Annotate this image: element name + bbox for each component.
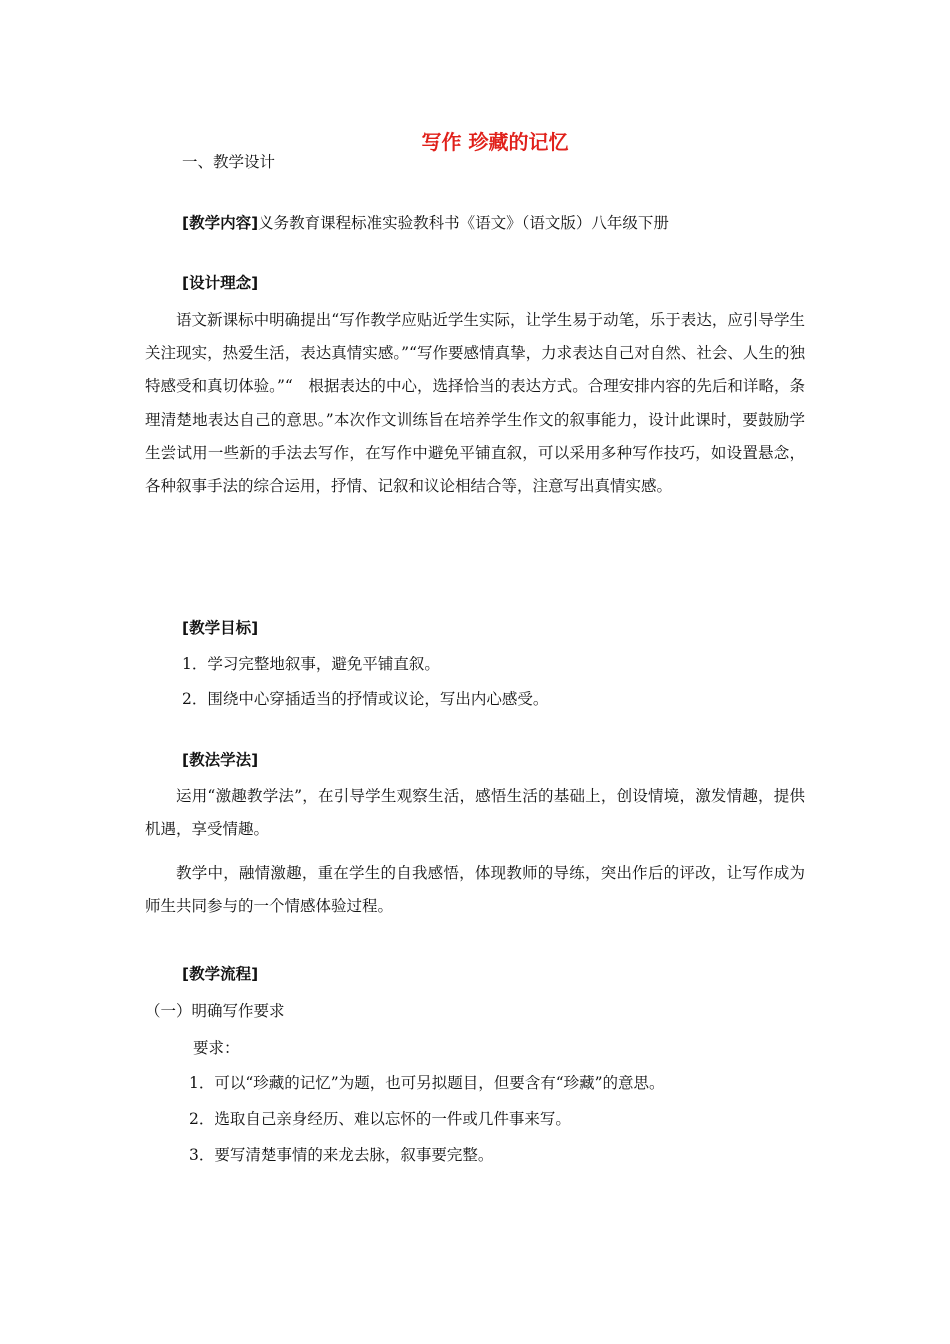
method-label: [教法学法]	[182, 751, 259, 769]
content-line	[182, 213, 669, 233]
requirement-item: 1．可以“珍藏的记忆”为题，也可另拟题目，但要含有“珍藏”的意思。	[189, 1074, 665, 1092]
page-title: 写作 珍藏的记忆	[421, 130, 569, 154]
section-heading: 一、教学设计	[182, 153, 276, 171]
content-label: [教学内容]	[182, 214, 259, 232]
goal-item: 2．围绕中心穿插适当的抒情或议论，写出内心感受。	[182, 690, 549, 708]
goals-label: [教学目标]	[182, 619, 259, 637]
content-text: 义务教育课程标准实验教科书《语文》（语文版）八年级下册	[258, 214, 669, 232]
flow-label: [教学流程]	[182, 965, 259, 983]
concept-paragraph: 语文新课标中明确提出“写作教学应贴近学生实际，让学生易于动笔，乐于表达，应引导学生关注现实，热爱生活，表达真情实感。”“写作要感情真挚，力求表达自己对自然、社会、人生的独特感受和真切体验。”“ 根据表达的中心，选择恰当的表达方式。合理安排内容的先后和详略，条理清楚地表达自己的意思。”本次作文训练旨在培养学生作文的叙事能力，设计此课时，要鼓励学生尝试用一些新的手法去写作，在写作中避免平铺直叙，可以采用多种写作技巧，如设置悬念，各种叙事手法的综合运用，抒情、记叙和议论相结合等，注意写出真情实感。	[145, 311, 805, 496]
goal-item: 1．学习完整地叙事，避免平铺直叙。	[182, 655, 440, 673]
method-paragraph-1: 运用“激趣教学法”，在引导学生观察生活，感悟生活的基础上，创设情境，激发情趣，提供机遇，享受情趣。	[145, 787, 805, 839]
flow-step: （一）明确写作要求	[145, 1002, 285, 1020]
requirement-item: 3．要写清楚事情的来龙去脉，叙事要完整。	[189, 1146, 494, 1164]
method-paragraph-2: 教学中，融情激趣，重在学生的自我感悟，体现教师的导练，突出作后的评改，让写作成为师生共同参与的一个情感体验过程。	[145, 864, 805, 916]
requirements-label: 要求：	[193, 1039, 240, 1057]
concept-label: [设计理念]	[182, 274, 259, 292]
requirement-item: 2．选取自己亲身经历、难以忘怀的一件或几件事来写。	[189, 1110, 571, 1128]
